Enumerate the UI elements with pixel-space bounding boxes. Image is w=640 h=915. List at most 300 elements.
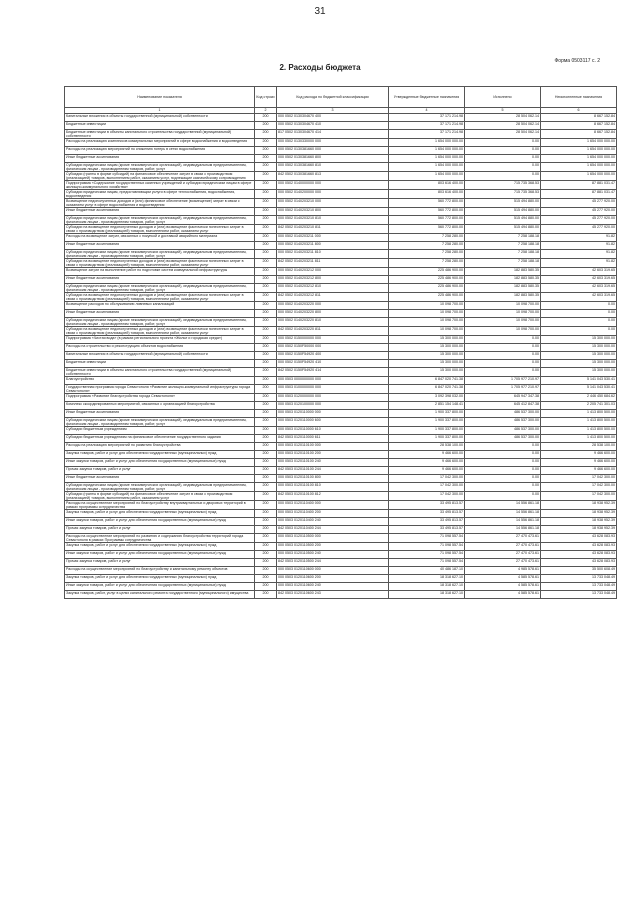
row-name-cell: Расходы на реализацию мероприятий по снижению потерь в сетях водоснабжения [65,147,255,155]
row-name-cell: Иные бюджетные ассигнования [65,410,255,418]
row-remaining-cell: 43 628 083.93 [541,559,617,567]
table-row [65,234,617,242]
row-executed-cell: 27 470 473.61 [465,534,541,543]
table-row [65,575,617,583]
row-name-cell: Бюджетные инвестиции в объекты капитального строительства государственной (муниципальной) собственности [65,368,255,377]
row-name-cell: Расходы на осуществление мероприятий по благоустройству и капитальному ремонту объектов [65,567,255,575]
row-planned-cell: 7 258 280.00 [389,234,465,242]
row-planned-cell: 40 486 187.10 [389,567,465,575]
table-row [65,147,617,155]
row-executed-cell: 10 098 700.00 [465,310,541,318]
row-planned-cell: 17 042 300.00 [389,492,465,501]
table-row [65,250,617,259]
row-remaining-cell: 87 881 031.47 [541,190,617,199]
row-name-cell: Расходы на осуществление мероприятий по благоустройству внутриквартальных и дворовых территорий в рамках программы сотрудничества [65,501,255,510]
table-body [65,114,617,599]
header-approved: Утвержденные бюджетные назначения [389,87,465,108]
row-planned-cell: 1 900 337 800.00 [389,418,465,427]
row-planned-cell: 33 495 813.57 [389,518,465,526]
row-kbk-cell: 000 0503 0120110000 600 [277,418,389,427]
row-code-cell: 200 [255,377,277,385]
row-remaining-cell: 91.82 [541,242,617,250]
row-code-cell: 200 [255,122,277,130]
row-remaining-cell: 17 042 300.00 [541,483,617,492]
table-row [65,318,617,327]
row-remaining-cell: 42 603 319.65 [541,293,617,302]
row-executed-cell: 7 258 188.18 [465,234,541,242]
row-kbk-cell: 000 0503 0120110100 240 [277,459,389,467]
row-planned-cell: 1 654 000 000.00 [389,139,465,147]
table-row [65,284,617,293]
row-executed-cell: 10 098 700.00 [465,327,541,336]
row-remaining-cell: 8 667 152.84 [541,122,617,130]
row-kbk-cell: 000 0502 0140203212 810 [277,284,389,293]
row-remaining-cell: 1 654 000 000.00 [541,163,617,172]
row-kbk-cell: 000 0502 0140200000 000 [277,190,389,199]
row-planned-cell: 1 900 337 800.00 [389,410,465,418]
table-row [65,385,617,394]
row-executed-cell: 0.00 [465,139,541,147]
row-name-cell: Расходы на осуществление мероприятий по развитию и содержанию благоустройства территорий города Севастополя в рамках Программы сотрудничества [65,534,255,543]
row-name-cell: Иные закупки товаров, работ и услуг для обеспечения государственных (муниципальных) нужд [65,551,255,559]
row-kbk-cell: 000 0502 0140203220 000 [277,302,389,310]
row-remaining-cell: 45 277 920.00 [541,216,617,225]
row-name-cell: Субсидии юридическим лицам (кроме некоммерческих организаций), индивидуальным предпринимателям, физическим лицам - производителям товаров, работ, услуг [65,318,255,327]
row-kbk-cell: 000 0502 0130304670 410 [277,122,389,130]
expenses-table-container [64,86,616,599]
row-executed-cell: 0.00 [465,352,541,360]
row-code-cell: 200 [255,302,277,310]
row-code-cell: 200 [255,526,277,534]
row-name-cell: Бюджетные инвестиции [65,122,255,130]
col-number: 2 [255,108,277,114]
row-remaining-cell: 9 466 600.00 [541,451,617,459]
row-kbk-cell: 842 0502 0140203210 811 [277,225,389,234]
table-row [65,276,617,284]
row-name-cell: Закупка товаров, работ и услуг для обеспечения государственных (муниципальных) нужд [65,543,255,551]
row-planned-cell: 225 486 900.00 [389,284,465,293]
row-name-cell: Благоустройство [65,377,255,385]
table-row [65,139,617,147]
row-name-cell: Иные бюджетные ассигнования [65,475,255,483]
header-unexecuted: Неисполненные назначения [541,87,617,108]
row-kbk-cell: 000 0503 0000000000 000 [277,377,389,385]
col-number: 4 [389,108,465,114]
row-planned-cell: 803 616 400.00 [389,190,465,199]
table-row [65,402,617,410]
table-row [65,475,617,483]
table-row [65,181,617,190]
table-row [65,467,617,475]
row-planned-cell: 71 098 557.54 [389,559,465,567]
row-code-cell: 200 [255,216,277,225]
row-code-cell: 200 [255,268,277,276]
row-executed-cell: 28 504 062.14 [465,130,541,139]
table-row [65,114,617,122]
row-name-cell: Подпрограмма «Развитие благоустройства города Севастополя» [65,394,255,402]
row-planned-cell: 15 300 000.00 [389,352,465,360]
row-code-cell: 200 [255,234,277,242]
row-remaining-cell: 1 413 800 500.00 [541,427,617,435]
table-row [65,492,617,501]
row-remaining-cell: 2 446 450 684.62 [541,394,617,402]
row-kbk-cell: 000 0503 0120110100 810 [277,483,389,492]
row-planned-cell: 71 098 557.54 [389,543,465,551]
row-executed-cell: 7 258 188.18 [465,250,541,259]
row-remaining-cell: 1 413 800 500.00 [541,410,617,418]
table-row [65,459,617,467]
row-kbk-cell: 000 0502 0130381660 000 [277,147,389,155]
row-remaining-cell: 18 938 952.39 [541,510,617,518]
row-name-cell: Бюджетные инвестиции в объекты капитального строительства государственной (муниципальной) собственности [65,130,255,139]
row-name-cell: Субсидии юридическим лицам (кроме некоммерческих организаций), индивидуальным предпринимателям, физическим лицам - производителям товаров, работ, услуг [65,163,255,172]
row-executed-cell: 515 494 880.00 [465,199,541,208]
table-row [65,377,617,385]
row-code-cell: 200 [255,352,277,360]
row-remaining-cell: 35 500 608.49 [541,567,617,575]
row-name-cell: Подпрограмма «Содержание государственных казенных учреждений и субсидии юридическим лицам в сфере жилищно-коммунального хозяйства» [65,181,255,190]
row-kbk-cell: 000 0503 0120110600 200 [277,575,389,583]
row-code-cell: 200 [255,501,277,510]
row-executed-cell: 0.00 [465,475,541,483]
row-kbk-cell: 842 0503 0120110100 244 [277,467,389,475]
row-remaining-cell: 0.00 [541,327,617,336]
row-planned-cell: 15 300 000.00 [389,360,465,368]
table-row [65,208,617,216]
table-row [65,510,617,518]
row-code-cell: 200 [255,591,277,599]
table-row [65,259,617,268]
row-remaining-cell: 18 938 952.39 [541,518,617,526]
table-row [65,130,617,139]
row-remaining-cell: 45 277 920.00 [541,208,617,216]
row-remaining-cell: 43 628 083.93 [541,543,617,551]
row-code-cell: 200 [255,344,277,352]
row-name-cell: Прочая закупка товаров, работ и услуг [65,526,255,534]
table-row [65,155,617,163]
header-line-code: Код строки [255,87,277,108]
row-remaining-cell: 0.00 [541,318,617,327]
row-planned-cell: 71 098 557.54 [389,534,465,543]
row-name-cell: Закупка товаров, работ и услуг для обеспечения государственных (муниципальных) нужд [65,575,255,583]
header-budget-classification: Код расхода по бюджетной классификации [277,87,389,108]
row-kbk-cell: 000 0502 0140203212 000 [277,268,389,276]
row-name-cell: Иные бюджетные ассигнования [65,208,255,216]
row-remaining-cell: 9 466 600.00 [541,459,617,467]
row-remaining-cell: 9 466 600.00 [541,467,617,475]
row-code-cell: 200 [255,336,277,344]
row-code-cell: 200 [255,394,277,402]
row-planned-cell: 17 042 300.00 [389,475,465,483]
row-planned-cell: 3 092 398 032.00 [389,394,465,402]
row-kbk-cell: 842 0503 0120110000 611 [277,435,389,443]
row-code-cell: 200 [255,190,277,199]
row-kbk-cell: 842 0503 0120110400 244 [277,526,389,534]
row-name-cell: Капитальные вложения в объекты государственной (муниципальной) собственности [65,114,255,122]
row-name-cell: Расходы на реализацию мероприятий по развитию благоустройства [65,443,255,451]
table-row [65,583,617,591]
row-kbk-cell: 000 0502 0150F54920 400 [277,352,389,360]
row-planned-cell: 1 654 000 000.00 [389,163,465,172]
row-remaining-cell: 18 938 952.39 [541,526,617,534]
row-planned-cell: 6 847 020 741.38 [389,385,465,394]
row-name-cell: Субсидии (гранты в форме субсидий) на финансовое обеспечение затрат в связи с производством (реализацией) товаров, выполнением работ, оказанием услуг, подлежащие казначейскому сопровождению [65,172,255,181]
row-executed-cell: 10 098 700.00 [465,318,541,327]
row-code-cell: 200 [255,225,277,234]
row-executed-cell: 4 985 578.61 [465,567,541,575]
table-row [65,216,617,225]
row-name-cell: Закупка товаров, работ и услуг для обеспечения государственных (муниципальных) нужд [65,510,255,518]
row-planned-cell: 10 098 700.00 [389,327,465,336]
row-kbk-cell: 817 0502 0130304670 414 [277,130,389,139]
row-executed-cell: 645 947 347.38 [465,394,541,402]
row-planned-cell: 33 495 813.57 [389,501,465,510]
row-code-cell: 200 [255,181,277,190]
row-remaining-cell: 2 205 741 301.03 [541,402,617,410]
row-code-cell: 200 [255,250,277,259]
row-planned-cell: 18 318 627.10 [389,575,465,583]
expenses-table [64,86,617,599]
row-code-cell: 200 [255,172,277,181]
row-kbk-cell: 000 0503 0120110100 000 [277,443,389,451]
row-code-cell: 200 [255,276,277,284]
row-name-cell: Субсидии бюджетным учреждениям [65,427,255,435]
row-executed-cell: 515 494 880.00 [465,225,541,234]
row-code-cell: 200 [255,534,277,543]
row-code-cell: 200 [255,199,277,208]
table-row [65,443,617,451]
row-code-cell: 200 [255,318,277,327]
row-executed-cell: 1 705 977 210.97 [465,377,541,385]
row-code-cell: 200 [255,427,277,435]
row-name-cell: Подпрограмма «Чистая вода» (в рамках регионального проекта «Жилье и городская среда») [65,336,255,344]
table-row [65,543,617,551]
section-title: 2. Расходы бюджета [279,63,361,72]
row-planned-cell: 37 171 214.98 [389,114,465,122]
table-row [65,394,617,402]
row-name-cell: Субсидии юридическим лицам (кроме некоммерческих организаций), индивидуальным предпринимателям, физическим лицам - производителям товаров, работ, услуг [65,483,255,492]
row-name-cell: Закупка товаров, работ, услуг в целях капитального ремонта государственного (муниципального) имущества [65,591,255,599]
row-executed-cell: 4 585 578.61 [465,575,541,583]
row-name-cell: Субсидии бюджетным учреждениям на финансовое обеспечение государственного задания [65,435,255,443]
row-remaining-cell: 42 603 319.65 [541,276,617,284]
row-code-cell: 200 [255,518,277,526]
row-planned-cell: 7 258 280.00 [389,242,465,250]
row-remaining-cell: 91.82 [541,259,617,268]
row-name-cell: Иные закупки товаров, работ и услуг для обеспечения государственных (муниципальных) нужд [65,518,255,526]
table-header-row [65,87,617,108]
row-name-cell: Субсидии на возмещение недополученных доходов и (или) возмещение фактически понесенных затрат в связи с производством (реализацией) товаров, выполнением работ, оказанием услуг [65,327,255,336]
row-executed-cell: 182 883 580.35 [465,293,541,302]
row-remaining-cell: 45 277 920.00 [541,225,617,234]
row-planned-cell: 9 466 600.00 [389,467,465,475]
row-remaining-cell: 15 300 000.00 [541,344,617,352]
table-row [65,534,617,543]
row-remaining-cell: 13 733 048.49 [541,591,617,599]
table-row [65,559,617,567]
row-kbk-cell: 842 0502 0130381660 813 [277,172,389,181]
table-row [65,427,617,435]
row-kbk-cell: 000 0503 0120100000 000 [277,402,389,410]
row-kbk-cell: 000 0503 0120110500 240 [277,551,389,559]
row-executed-cell: 14 556 861.18 [465,501,541,510]
row-name-cell: Субсидии юридическим лицам (кроме некоммерческих организаций), индивидуальным предпринимателям, физическим лицам - производителям товаров, работ, услуг [65,418,255,427]
row-code-cell: 200 [255,155,277,163]
row-name-cell: Субсидии юридическим лицам (кроме некоммерческих организаций), индивидуальным предпринимателям, физическим лицам - производителям товаров, работ, услуг [65,216,255,225]
row-remaining-cell: 13 733 048.49 [541,583,617,591]
row-code-cell: 200 [255,459,277,467]
row-name-cell: Иные бюджетные ассигнования [65,242,255,250]
col-number: 5 [465,108,541,114]
row-name-cell: Возмещение затрат на выполнение работ по подготовке систем коммунальной инфраструктуры [65,268,255,276]
row-planned-cell: 1 900 337 800.00 [389,427,465,435]
table-row [65,360,617,368]
row-remaining-cell: 0.00 [541,302,617,310]
row-code-cell: 200 [255,451,277,459]
row-code-cell: 200 [255,575,277,583]
row-code-cell: 200 [255,418,277,427]
row-executed-cell: 0.00 [465,360,541,368]
col-number: 6 [541,108,617,114]
row-planned-cell: 18 318 627.10 [389,583,465,591]
row-executed-cell: 0.00 [465,443,541,451]
row-executed-cell: 27 470 473.61 [465,551,541,559]
table-row [65,352,617,360]
row-kbk-cell: 842 0503 0120110100 812 [277,492,389,501]
row-kbk-cell: 000 0502 0140203211 800 [277,242,389,250]
row-name-cell: Иные закупки товаров, работ и услуг для обеспечения государственных (муниципальных) нужд [65,583,255,591]
row-kbk-cell: 000 0503 0120110000 000 [277,410,389,418]
row-code-cell: 200 [255,293,277,302]
row-kbk-cell: 000 0503 0120110400 000 [277,501,389,510]
row-remaining-cell: 1 654 000 000.00 [541,155,617,163]
row-executed-cell: 182 883 580.35 [465,268,541,276]
row-kbk-cell: 000 0503 0120110500 200 [277,543,389,551]
row-code-cell: 200 [255,310,277,318]
row-code-cell: 200 [255,284,277,293]
row-code-cell: 200 [255,368,277,377]
row-name-cell: Субсидии юридическим лицам, предоставляющим услуги в сфере теплоснабжения, водоснабжения, водоотведения [65,190,255,199]
row-name-cell: Капитальные вложения в объекты государственной (муниципальной) собственности [65,352,255,360]
row-code-cell: 200 [255,163,277,172]
header-indicator-name: Наименование показателя [65,87,255,108]
row-code-cell: 200 [255,259,277,268]
row-planned-cell: 9 466 600.00 [389,459,465,467]
row-executed-cell: 28 504 062.14 [465,122,541,130]
row-remaining-cell: 5 141 043 530.41 [541,377,617,385]
row-name-cell: Прочая закупка товаров, работ и услуг [65,467,255,475]
row-planned-cell: 7 258 280.00 [389,250,465,259]
row-remaining-cell: 42 603 319.65 [541,268,617,276]
table-row [65,368,617,377]
table-row [65,501,617,510]
row-kbk-cell: 000 0502 0140203210 000 [277,199,389,208]
page-number: 31 [314,6,326,17]
row-kbk-cell: 000 0503 0120110100 200 [277,451,389,459]
row-kbk-cell: 842 0503 0120110600 243 [277,591,389,599]
row-name-cell: Расходы на строительство и реконструкцию объектов водоснабжения [65,344,255,352]
table-row [65,242,617,250]
row-kbk-cell: 842 0502 0140203220 811 [277,327,389,336]
table-row [65,551,617,559]
row-kbk-cell: 000 0502 0140203210 810 [277,216,389,225]
row-remaining-cell: 91.82 [541,250,617,259]
row-name-cell: Субсидии на возмещение недополученных доходов и (или) возмещение фактически понесенных затрат в связи с производством (реализацией) товаров, выполнением работ, оказанием услуг [65,259,255,268]
row-executed-cell: 182 883 580.35 [465,276,541,284]
row-executed-cell: 0.00 [465,344,541,352]
row-code-cell: 200 [255,510,277,518]
row-code-cell: 200 [255,492,277,501]
row-kbk-cell: 000 0503 0120110400 200 [277,510,389,518]
table-row [65,199,617,208]
row-planned-cell: 18 318 627.10 [389,591,465,599]
row-executed-cell: 28 504 062.14 [465,114,541,122]
row-executed-cell: 0.00 [465,147,541,155]
row-code-cell: 200 [255,327,277,336]
row-code-cell: 200 [255,559,277,567]
table-row [65,225,617,234]
row-kbk-cell: 000 0502 0140203211 810 [277,250,389,259]
row-kbk-cell: 000 0503 0120110100 800 [277,475,389,483]
row-executed-cell: 0.00 [465,155,541,163]
row-kbk-cell: 000 0503 0120110500 000 [277,534,389,543]
row-executed-cell: 486 537 300.00 [465,418,541,427]
row-planned-cell: 560 772 800.00 [389,199,465,208]
row-kbk-cell: 000 0503 0120110600 240 [277,583,389,591]
table-row [65,410,617,418]
row-planned-cell: 560 772 800.00 [389,208,465,216]
row-kbk-cell: 842 0503 0120110500 244 [277,559,389,567]
row-code-cell: 200 [255,114,277,122]
row-planned-cell: 37 171 214.98 [389,122,465,130]
row-executed-cell: 486 537 300.00 [465,427,541,435]
row-kbk-cell: 000 0503 0120110000 610 [277,427,389,435]
row-executed-cell: 0.00 [465,451,541,459]
row-planned-cell: 1 900 337 800.00 [389,435,465,443]
table-row [65,122,617,130]
row-executed-cell: 0.00 [465,172,541,181]
row-remaining-cell: 43 628 083.93 [541,551,617,559]
row-name-cell: Субсидии на возмещение недополученных доходов и (или) возмещение фактически понесенных затрат в связи с производством (реализацией) товаров, выполнением работ, оказанием услуг [65,293,255,302]
row-code-cell: 200 [255,551,277,559]
table-row [65,190,617,199]
row-code-cell: 200 [255,467,277,475]
table-row [65,302,617,310]
row-remaining-cell: 43 628 083.93 [541,534,617,543]
row-name-cell: Расходы на возмещение затрат, связанных с покупкой и доставкой аварийного материала [65,234,255,242]
row-kbk-cell: 000 0502 0150F54920 410 [277,360,389,368]
row-remaining-cell: 18 938 952.39 [541,501,617,510]
row-kbk-cell: 000 0502 0150F50000 000 [277,344,389,352]
row-remaining-cell: 42 603 319.65 [541,284,617,293]
row-executed-cell: 0.00 [465,459,541,467]
row-code-cell: 200 [255,543,277,551]
row-name-cell: Субсидии юридическим лицам (кроме некоммерческих организаций), индивидуальным предпринимателям, физическим лицам - производителям товаров, работ, услуг [65,250,255,259]
row-remaining-cell: 8 667 152.84 [541,114,617,122]
row-remaining-cell: 8 667 152.84 [541,130,617,139]
row-executed-cell: 7 258 188.18 [465,242,541,250]
row-kbk-cell: 000 0502 0150000000 000 [277,336,389,344]
row-code-cell: 200 [255,242,277,250]
row-remaining-cell: 28 538 100.00 [541,443,617,451]
row-executed-cell: 14 556 861.18 [465,526,541,534]
row-kbk-cell: 000 0502 0140203210 800 [277,208,389,216]
row-executed-cell: 27 470 473.61 [465,559,541,567]
row-kbk-cell: 000 0503 0120000000 000 [277,394,389,402]
row-planned-cell: 1 654 000 000.00 [389,172,465,181]
row-code-cell: 200 [255,130,277,139]
row-remaining-cell: 1 654 000 000.00 [541,147,617,155]
